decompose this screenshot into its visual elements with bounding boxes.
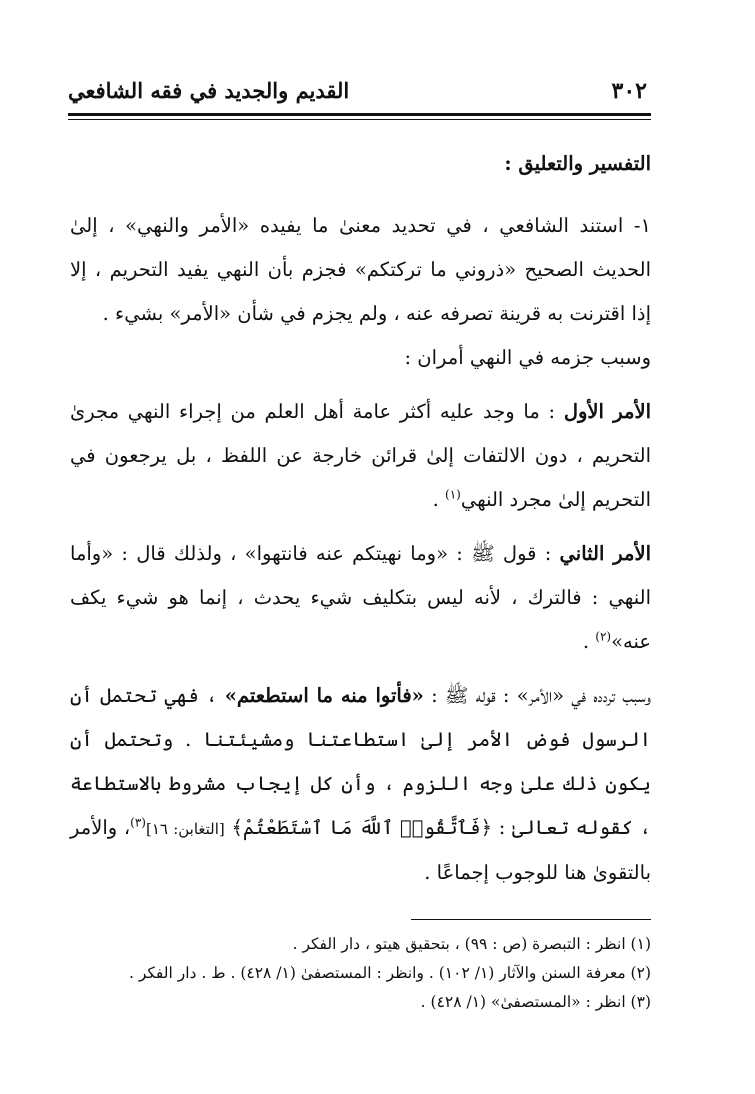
paragraph-5-part-a: وسبب تردده في «الأمر» : قوله ﷺ : <box>431 684 652 707</box>
footnote-ref-3[interactable]: (٣) <box>130 815 146 830</box>
paragraph-5-part-b: ، فهي تحتمل أن الرسول فوض الأمر إلىٰ استطاعتنا ومشيئتنا . وتحتمل أن يكون ذلك علىٰ وجه اللزوم ، وأن كل إيجاب مشروط بالاستطاعة ، كقوله تعالىٰ : <box>70 684 652 839</box>
paragraph-5-part-c: ، والأمر بالتقوىٰ هنا للوجوب إجماعًا . <box>70 816 651 884</box>
footnotes <box>70 930 651 1017</box>
hadith-quote: «فأتوا منه ما استطعتم» <box>224 684 424 707</box>
footnote-2: (٢) معرفة السنن والآثار (١/ ١٠٢) . وانظر : المستصفىٰ (١/ ٤٢٨) . ط . دار الفكر . <box>128 964 651 982</box>
running-title: القديم والجديد في فقه الشافعي <box>68 78 350 103</box>
second-matter-text: : قول ﷺ : «وما نهيتكم عنه فانتهوا» ، ولذلك قال : «وأما النهي : فالترك ، لأنه ليس بتكليف شيء يحدث ، إنما هو شيء يكف عنه» <box>70 542 651 653</box>
second-matter-label: الأمر الثاني <box>559 542 651 565</box>
footnote-ref-1[interactable]: (١) <box>445 487 461 502</box>
page-number: ٣٠٢ <box>611 78 647 104</box>
header-rule-thick <box>68 113 651 116</box>
page-header <box>68 78 647 112</box>
first-matter-label: الأمر الأول <box>563 400 652 423</box>
header-rule-thin <box>68 119 651 120</box>
paragraph-4-end: . <box>582 630 596 653</box>
section-title: التفسير والتعليق : <box>504 152 651 175</box>
paragraph-4 <box>70 532 651 664</box>
paragraph-1: ١- استند الشافعي ، في تحديد معنىٰ ما يفيده «الأمر والنهي» ، إلىٰ الحديث الصحيح «ذروني ما تركتكم» فجزم بأن النهي يفيد التحريم ، إلا إذا اقترنت به قرينة تصرفه عنه ، ولم يجزم في شأن «الأمر» بشيء . <box>70 214 651 325</box>
paragraph-3 <box>70 390 651 522</box>
paragraph-5 <box>70 674 651 895</box>
footnote-separator <box>411 919 651 920</box>
main-text <box>70 142 651 895</box>
footnote-1: (١) انظر : التبصرة (ص : ٩٩) ، بتحقيق هيتو ، دار الفكر . <box>292 935 651 953</box>
footnote-3: (٣) انظر : «المستصفىٰ» (١/ ٤٢٨) . <box>420 993 651 1011</box>
verse-reference: [التغابن: ١٦] <box>145 820 225 838</box>
paragraph-3-end: . <box>432 488 445 511</box>
first-matter-text: : ما وجد عليه أكثر عامة أهل العلم من إجراء النهي مجرىٰ التحريم ، دون الالتفات إلىٰ قرائن خارجة عن اللفظ ، بل يرجعون في التحريم إلىٰ مجرد النهي <box>70 400 651 511</box>
quran-verse: ﴿فَٱتَّقُوا۟ ٱللَّهَ مَا ٱسْتَطَعْتُمْ﴾ <box>231 816 493 839</box>
paragraph-2: وسبب جزمه في النهي أمران : <box>404 346 651 369</box>
footnote-ref-2[interactable]: (٢) <box>595 629 612 644</box>
